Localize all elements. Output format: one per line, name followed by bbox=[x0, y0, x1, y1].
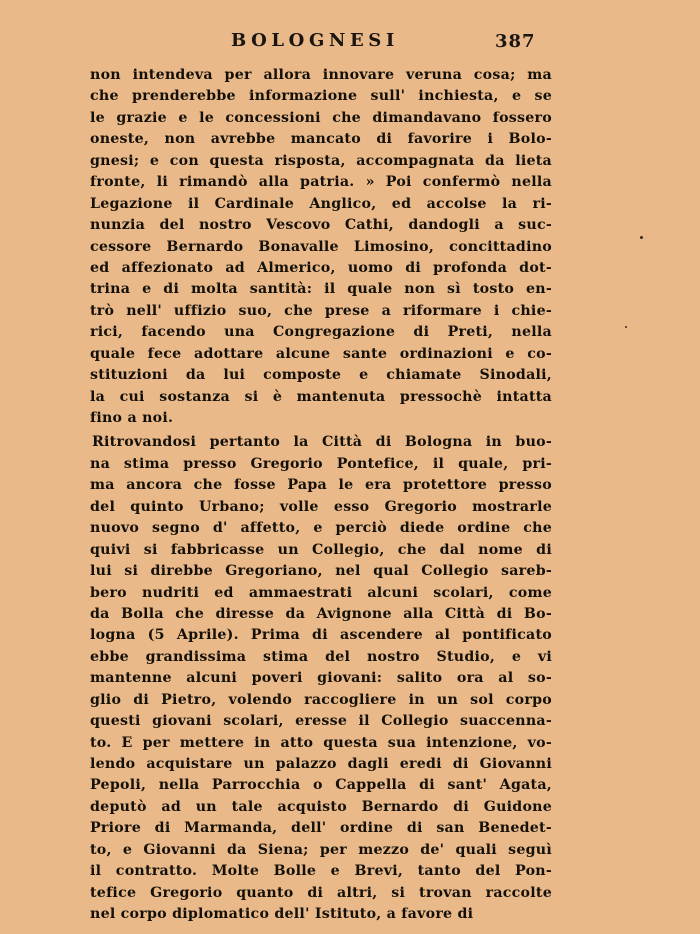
text-line: la cui sostanza si è mantenuta pressochè intatta bbox=[90, 388, 552, 405]
text-line: trina e di molta santità: il quale non sì tosto en- bbox=[90, 281, 552, 298]
text-line: gnesi; e con questa risposta, accompagnata da lieta bbox=[90, 152, 552, 169]
text-line: to. E per mettere in atto questa sua intenzione, vo- bbox=[90, 734, 552, 751]
text-line: che prenderebbe informazione sull' inchiesta, e se bbox=[90, 88, 552, 105]
text-line: ed affezionato ad Almerico, uomo di profonda dot- bbox=[90, 259, 552, 276]
text-line: quivi si fabbricasse un Collegio, che dal nome di bbox=[90, 541, 552, 558]
text-line: Ritrovandosi pertanto la Città di Bologna in buo- bbox=[92, 434, 552, 451]
text-line: ma ancora che fosse Papa le era protettore presso bbox=[90, 477, 552, 494]
text-line: glio di Pietro, volendo raccogliere in un sol corpo bbox=[90, 691, 552, 708]
body-text bbox=[90, 65, 552, 926]
paper-speck bbox=[640, 236, 643, 239]
paragraph bbox=[90, 432, 552, 925]
text-line: nel corpo diplomatico dell' Istituto, a favore di bbox=[90, 906, 474, 923]
text-line: rici, facendo una Congregazione di Preti, nella bbox=[90, 324, 552, 341]
running-head: BOLOGNESI bbox=[231, 30, 399, 51]
text-line: il contratto. Molte Bolle e Brevi, tanto del Pon- bbox=[90, 863, 552, 880]
text-line: quale fece adottare alcune sante ordinazioni e co- bbox=[90, 345, 552, 362]
text-line: to, e Giovanni da Siena; per mezzo de' quali seguì bbox=[90, 841, 552, 858]
text-line: del quinto Urbano; volle esso Gregorio mostrarle bbox=[90, 498, 552, 515]
page-number: 387 bbox=[495, 31, 536, 52]
text-line: cessore Bernardo Bonavalle Limosino, concittadino bbox=[90, 238, 552, 255]
text-line: le grazie e le concessioni che dimandavano fossero bbox=[90, 109, 552, 126]
text-line: questi giovani scolari, eresse il Collegio suaccenna- bbox=[90, 713, 552, 730]
text-line: Pepoli, nella Parrocchia o Cappella di sant' Agata, bbox=[90, 777, 552, 794]
text-line: nunzia del nostro Vescovo Cathi, dandogli a suc- bbox=[90, 217, 552, 234]
text-line: non intendeva per allora innovare veruna cosa; ma bbox=[90, 67, 552, 83]
text-line: oneste, non avrebbe mancato di favorire i Bolo- bbox=[90, 131, 552, 148]
text-line: nuovo segno d' affetto, e perciò diede ordine che bbox=[90, 520, 552, 537]
paper-speck bbox=[625, 326, 627, 328]
text-line: logna (5 Aprile). Prima di ascendere al pontificato bbox=[90, 627, 552, 644]
text-line: fronte, li rimandò alla patria. » Poi confermò nella bbox=[90, 174, 552, 191]
text-line: ebbe grandissima stima del nostro Studio, e vi bbox=[90, 648, 552, 665]
paragraph bbox=[90, 65, 552, 429]
text-line: stituzioni da lui composte e chiamate Sinodali, bbox=[90, 367, 552, 384]
text-line: deputò ad un tale acquisto Bernardo di Guidone bbox=[90, 798, 552, 815]
text-line: mantenne alcuni poveri giovani: salito ora al so- bbox=[90, 670, 552, 687]
text-line: bero nudriti ed ammaestrati alcuni scolari, come bbox=[90, 584, 552, 601]
text-line: tefice Gregorio quanto di altri, si trovan raccolte bbox=[90, 884, 552, 901]
text-line: trò nell' uffizio suo, che prese a riformare i chie- bbox=[90, 302, 552, 319]
text-line: lendo acquistare un palazzo dagli eredi di Giovanni bbox=[90, 756, 552, 772]
text-line: Priore di Marmanda, dell' ordine di san Benedet- bbox=[90, 820, 552, 837]
text-line: na stima presso Gregorio Pontefice, il quale, pri- bbox=[90, 455, 552, 472]
text-line: da Bolla che diresse da Avignone alla Città di Bo- bbox=[90, 605, 552, 622]
text-line: Legazione il Cardinale Anglico, ed accolse la ri- bbox=[90, 195, 552, 212]
text-line: lui si direbbe Gregoriano, nel qual Collegio sareb- bbox=[90, 563, 552, 580]
text-line: fino a noi. bbox=[90, 410, 174, 426]
